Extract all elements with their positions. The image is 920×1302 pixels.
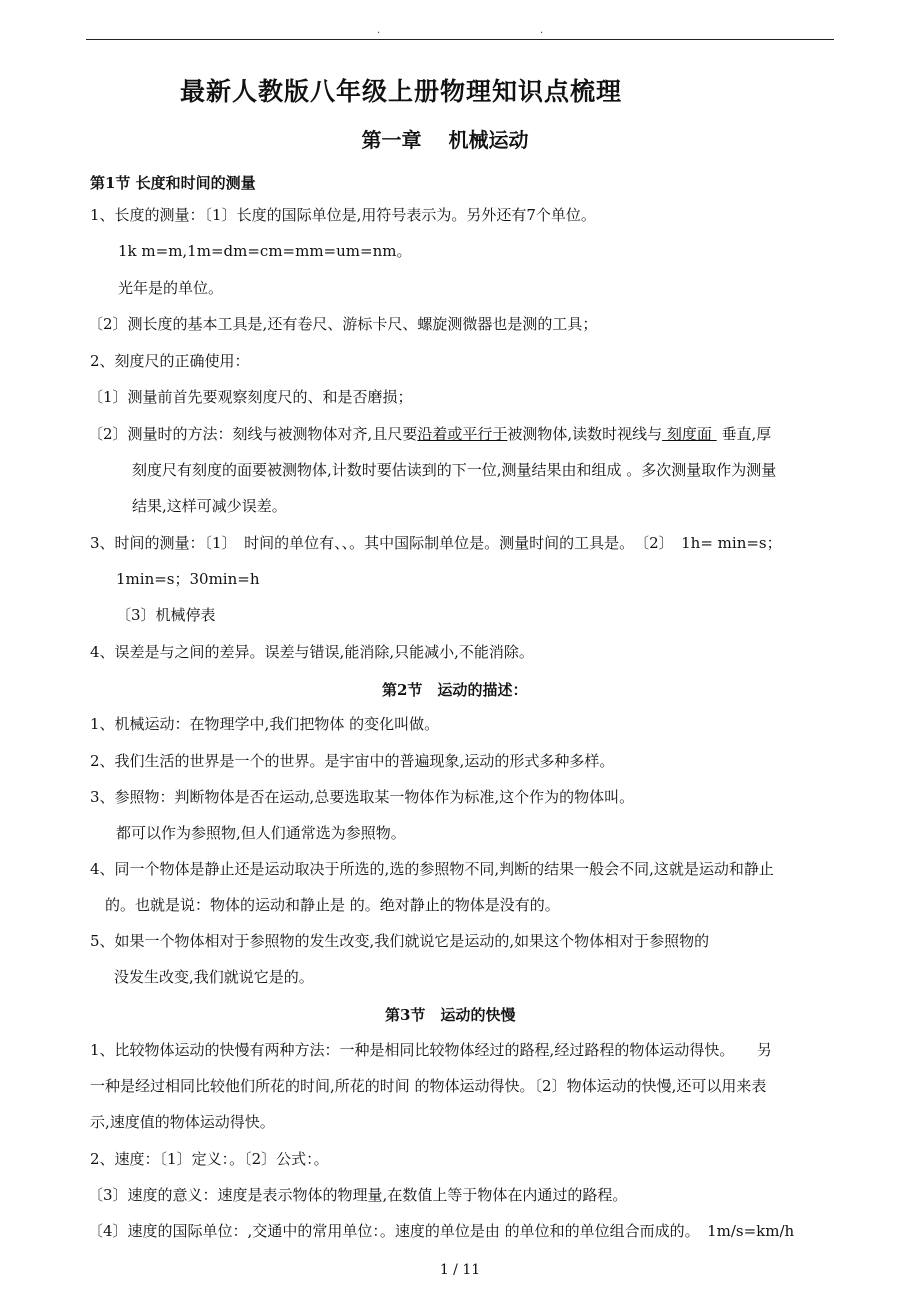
header-dots — [0, 26, 920, 38]
paragraph-line: 没发生改变,我们就说它是的。 — [114, 968, 314, 986]
paragraph-line: 4、误差是与之间的差异。误差与错误,能消除,只能减小,不能消除。 — [90, 643, 534, 661]
paragraph-line: 3、参照物：判断物体是否在运动,总要选取某一物体作为标准,这个作为的物体叫。 — [90, 788, 635, 806]
paragraph-line: 1k m=m,1m=dm=cm=mm=um=nm。 — [118, 242, 412, 260]
section-3-heading: 第3节 运动的快慢 — [385, 1006, 516, 1024]
paragraph-line: 4、同一个物体是静止还是运动取决于所选的,选的参照物不同,判断的结果一般会不同,这就是运动和静止 — [90, 860, 774, 878]
paragraph-line: 都可以作为参照物,但人们通常选为参照物。 — [116, 824, 406, 842]
paragraph-line: 〔1〕测量前首先要观察刻度尺的、和是否磨损； — [88, 388, 413, 406]
document-title: 最新人教版八年级上册物理知识点梳理 — [180, 77, 623, 106]
text-segment: 垂直,厚 — [716, 425, 772, 443]
paragraph-line: 光年是的单位。 — [118, 279, 224, 297]
paragraph-line: 1min=s；30min=h — [116, 570, 260, 588]
section-1-heading: 第1节 长度和时间的测量 — [90, 174, 256, 192]
section-2-heading: 第2节 运动的描述： — [382, 681, 528, 699]
paragraph-line: 1、比较物体运动的快慢有两种方法：一种是相同比较物体经过的路程,经过路程的物体运动得快。 另 — [90, 1041, 772, 1059]
paragraph-line: 〔3〕机械停表 — [116, 606, 216, 624]
paragraph-line: 示,速度值的物体运动得快。 — [90, 1113, 275, 1131]
header-dot-right: . — [540, 25, 544, 36]
paragraph-line: 〔2〕测长度的基本工具是,还有卷尺、游标卡尺、螺旋测微器也是测的工具； — [88, 315, 598, 333]
paragraph-line: 2、我们生活的世界是一个的世界。是宇宙中的普遍现象,运动的形式多种多样。 — [90, 752, 615, 770]
paragraph-line: 2、刻度尺的正确使用： — [90, 352, 250, 370]
text-segment: 〔2〕测量时的方法：刻线与被测物体对齐,且尺要 — [88, 425, 418, 443]
paragraph-line: 的。也就是说：物体的运动和静止是 的。绝对静止的物体是没有的。 — [105, 896, 560, 914]
chapter-title: 第一章 机械运动 — [361, 128, 529, 152]
paragraph-line: 一种是经过相同比较他们所花的时间,所花的时间 的物体运动得快。〔2〕物体运动的快慢,还可以用来表 — [90, 1077, 767, 1095]
underlined-text: 沿着或平行于 — [417, 425, 508, 443]
paragraph-line: 2、速度：〔1〕定义：。〔2〕公式：。 — [90, 1150, 329, 1168]
page-indicator: 1 / 11 — [439, 1262, 481, 1278]
paragraph-line: 结果,这样可减少误差。 — [132, 497, 287, 515]
text-segment: 被测物体,读数时视线与 — [507, 425, 663, 443]
paragraph-line: 〔3〕速度的意义：速度是表示物体的物理量,在数值上等于物体在内通过的路程。 — [88, 1186, 628, 1204]
header-rule — [86, 39, 834, 40]
paragraph-line: 1、长度的测量：〔1〕长度的国际单位是,用符号表示为。另外还有7个单位。 — [90, 206, 596, 224]
paragraph-line: 5、如果一个物体相对于参照物的发生改变,我们就说它是运动的,如果这个物体相对于参照物的 — [90, 932, 710, 950]
paragraph-line-with-underline — [88, 425, 771, 443]
paragraph-line: 刻度尺有刻度的面要被测物体,计数时要估读到的下一位,测量结果由和组成 。多次测量取作为测量 — [132, 461, 777, 479]
header-dot-left: . — [377, 25, 381, 36]
paragraph-line: 3、时间的测量：〔1〕 时间的单位有、、。其中国际制单位是。测量时间的工具是。 〔2〕 1h= min=s； — [90, 534, 782, 552]
underlined-text: 刻度面 — [662, 425, 717, 443]
paragraph-line: 〔4〕速度的国际单位：,交通中的常用单位：。速度的单位是由 的单位和的单位组合而成的。 1m/s=km/h — [88, 1222, 795, 1240]
paragraph-line: 1、机械运动：在物理学中,我们把物体 的变化叫做。 — [90, 715, 440, 733]
